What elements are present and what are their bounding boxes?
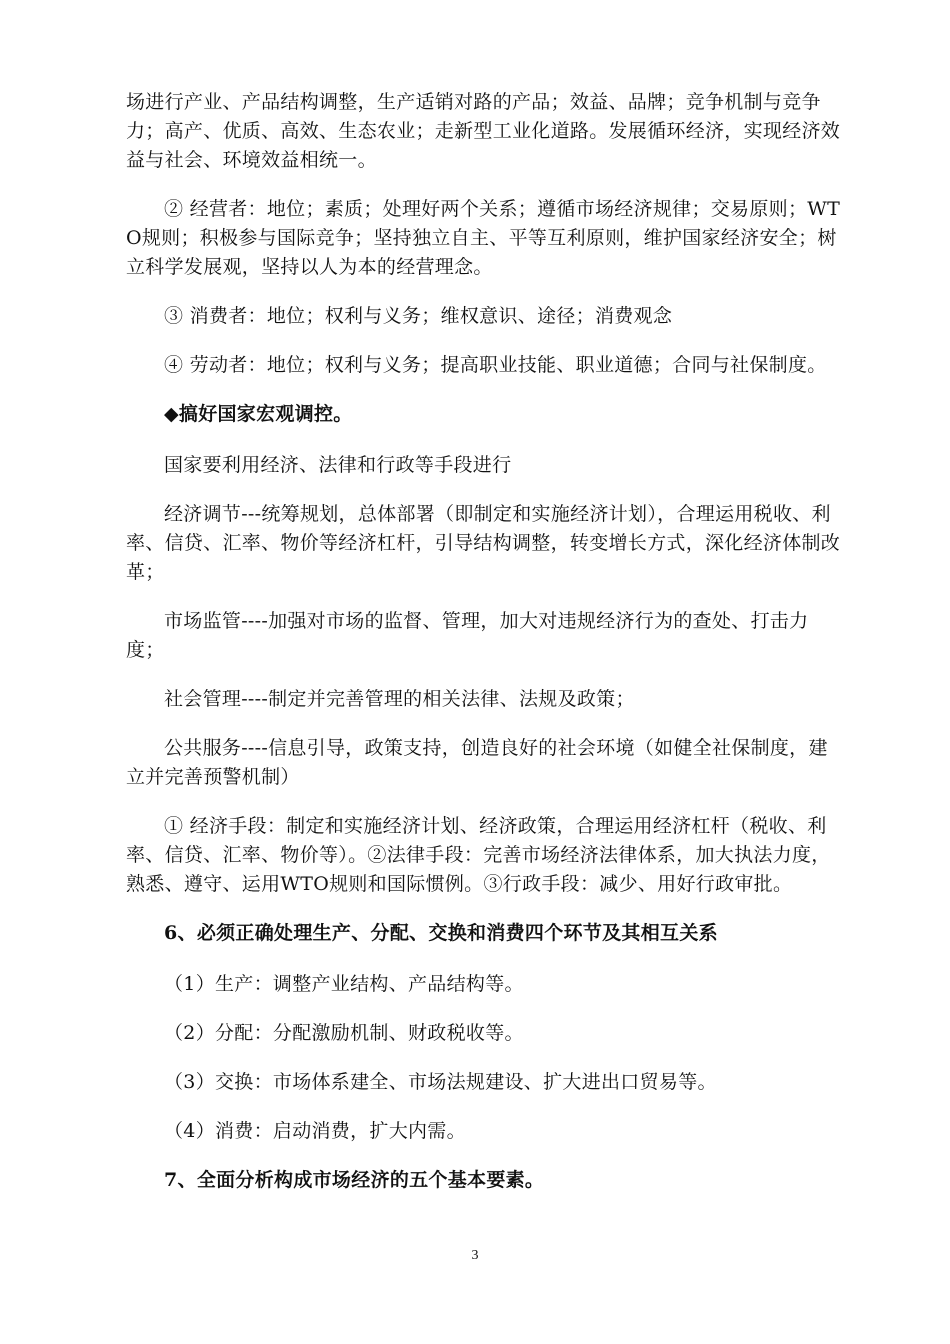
body-paragraph: 场进行产业、产品结构调整，生产适销对路的产品；效益、品牌；竞争机制与竞争力；高产、优质、高效、生态农业；走新型工业化道路。发展循环经济，实现经济效益与社会、环境效益相统一。 — [126, 91, 841, 171]
body-paragraph: 市场监管----加强对市场的监督、管理，加大对违规经济行为的查处、打击力度； — [126, 610, 809, 661]
body-paragraph: （1）生产：调整产业结构、产品结构等。 — [164, 973, 524, 995]
body-paragraph: （4）消费：启动消费，扩大内需。 — [164, 1120, 466, 1142]
body-paragraph: 经济调节---统筹规划，总体部署（即制定和实施经济计划），合理运用税收、利率、信贷、汇率、物价等经济杠杆，引导结构调整，转变增长方式，深化经济体制改革； — [126, 503, 841, 583]
section-heading: 6、必须正确处理生产、分配、交换和消费四个环节及其相互关系 — [164, 922, 718, 944]
page-body — [126, 88, 842, 1217]
section-heading: ◆搞好国家宏观调控。 — [164, 403, 353, 425]
section-heading: 7、全面分析构成市场经济的五个基本要素。 — [164, 1169, 545, 1191]
body-paragraph: 国家要利用经济、法律和行政等手段进行 — [164, 454, 512, 476]
body-paragraph: ① 经济手段：制定和实施经济计划、经济政策，合理运用经济杠杆（税收、利率、信贷、汇率、物价等）。②法律手段：完善市场经济法律体系，加大执法力度，熟悉、遵守、运用WTO规则和国际惯例。③行政手段：减少、用好行政审批。 — [126, 815, 831, 895]
body-paragraph: （3）交换：市场体系建全、市场法规建设、扩大进出口贸易等。 — [164, 1071, 717, 1093]
page-number: 3 — [471, 1248, 479, 1263]
body-paragraph: ③ 消费者：地位；权利与义务；维权意识、途径；消费观念 — [164, 305, 673, 327]
body-paragraph: （2）分配：分配激励机制、财政税收等。 — [164, 1022, 524, 1044]
body-paragraph: ② 经营者：地位；素质；处理好两个关系；遵循市场经济规律；交易原则；WTO规则；积极参与国际竞争；坚持独立自主、平等互利原则，维护国家经济安全；树立科学发展观，坚持以人为本的经营理念。 — [126, 198, 841, 278]
body-paragraph: 公共服务----信息引导，政策支持，创造良好的社会环境（如健全社保制度，建立并完善预警机制） — [126, 737, 828, 788]
body-paragraph: ④ 劳动者：地位；权利与义务；提高职业技能、职业道德；合同与社保制度。 — [164, 354, 827, 376]
body-paragraph: 社会管理----制定并完善管理的相关法律、法规及政策； — [164, 688, 635, 710]
